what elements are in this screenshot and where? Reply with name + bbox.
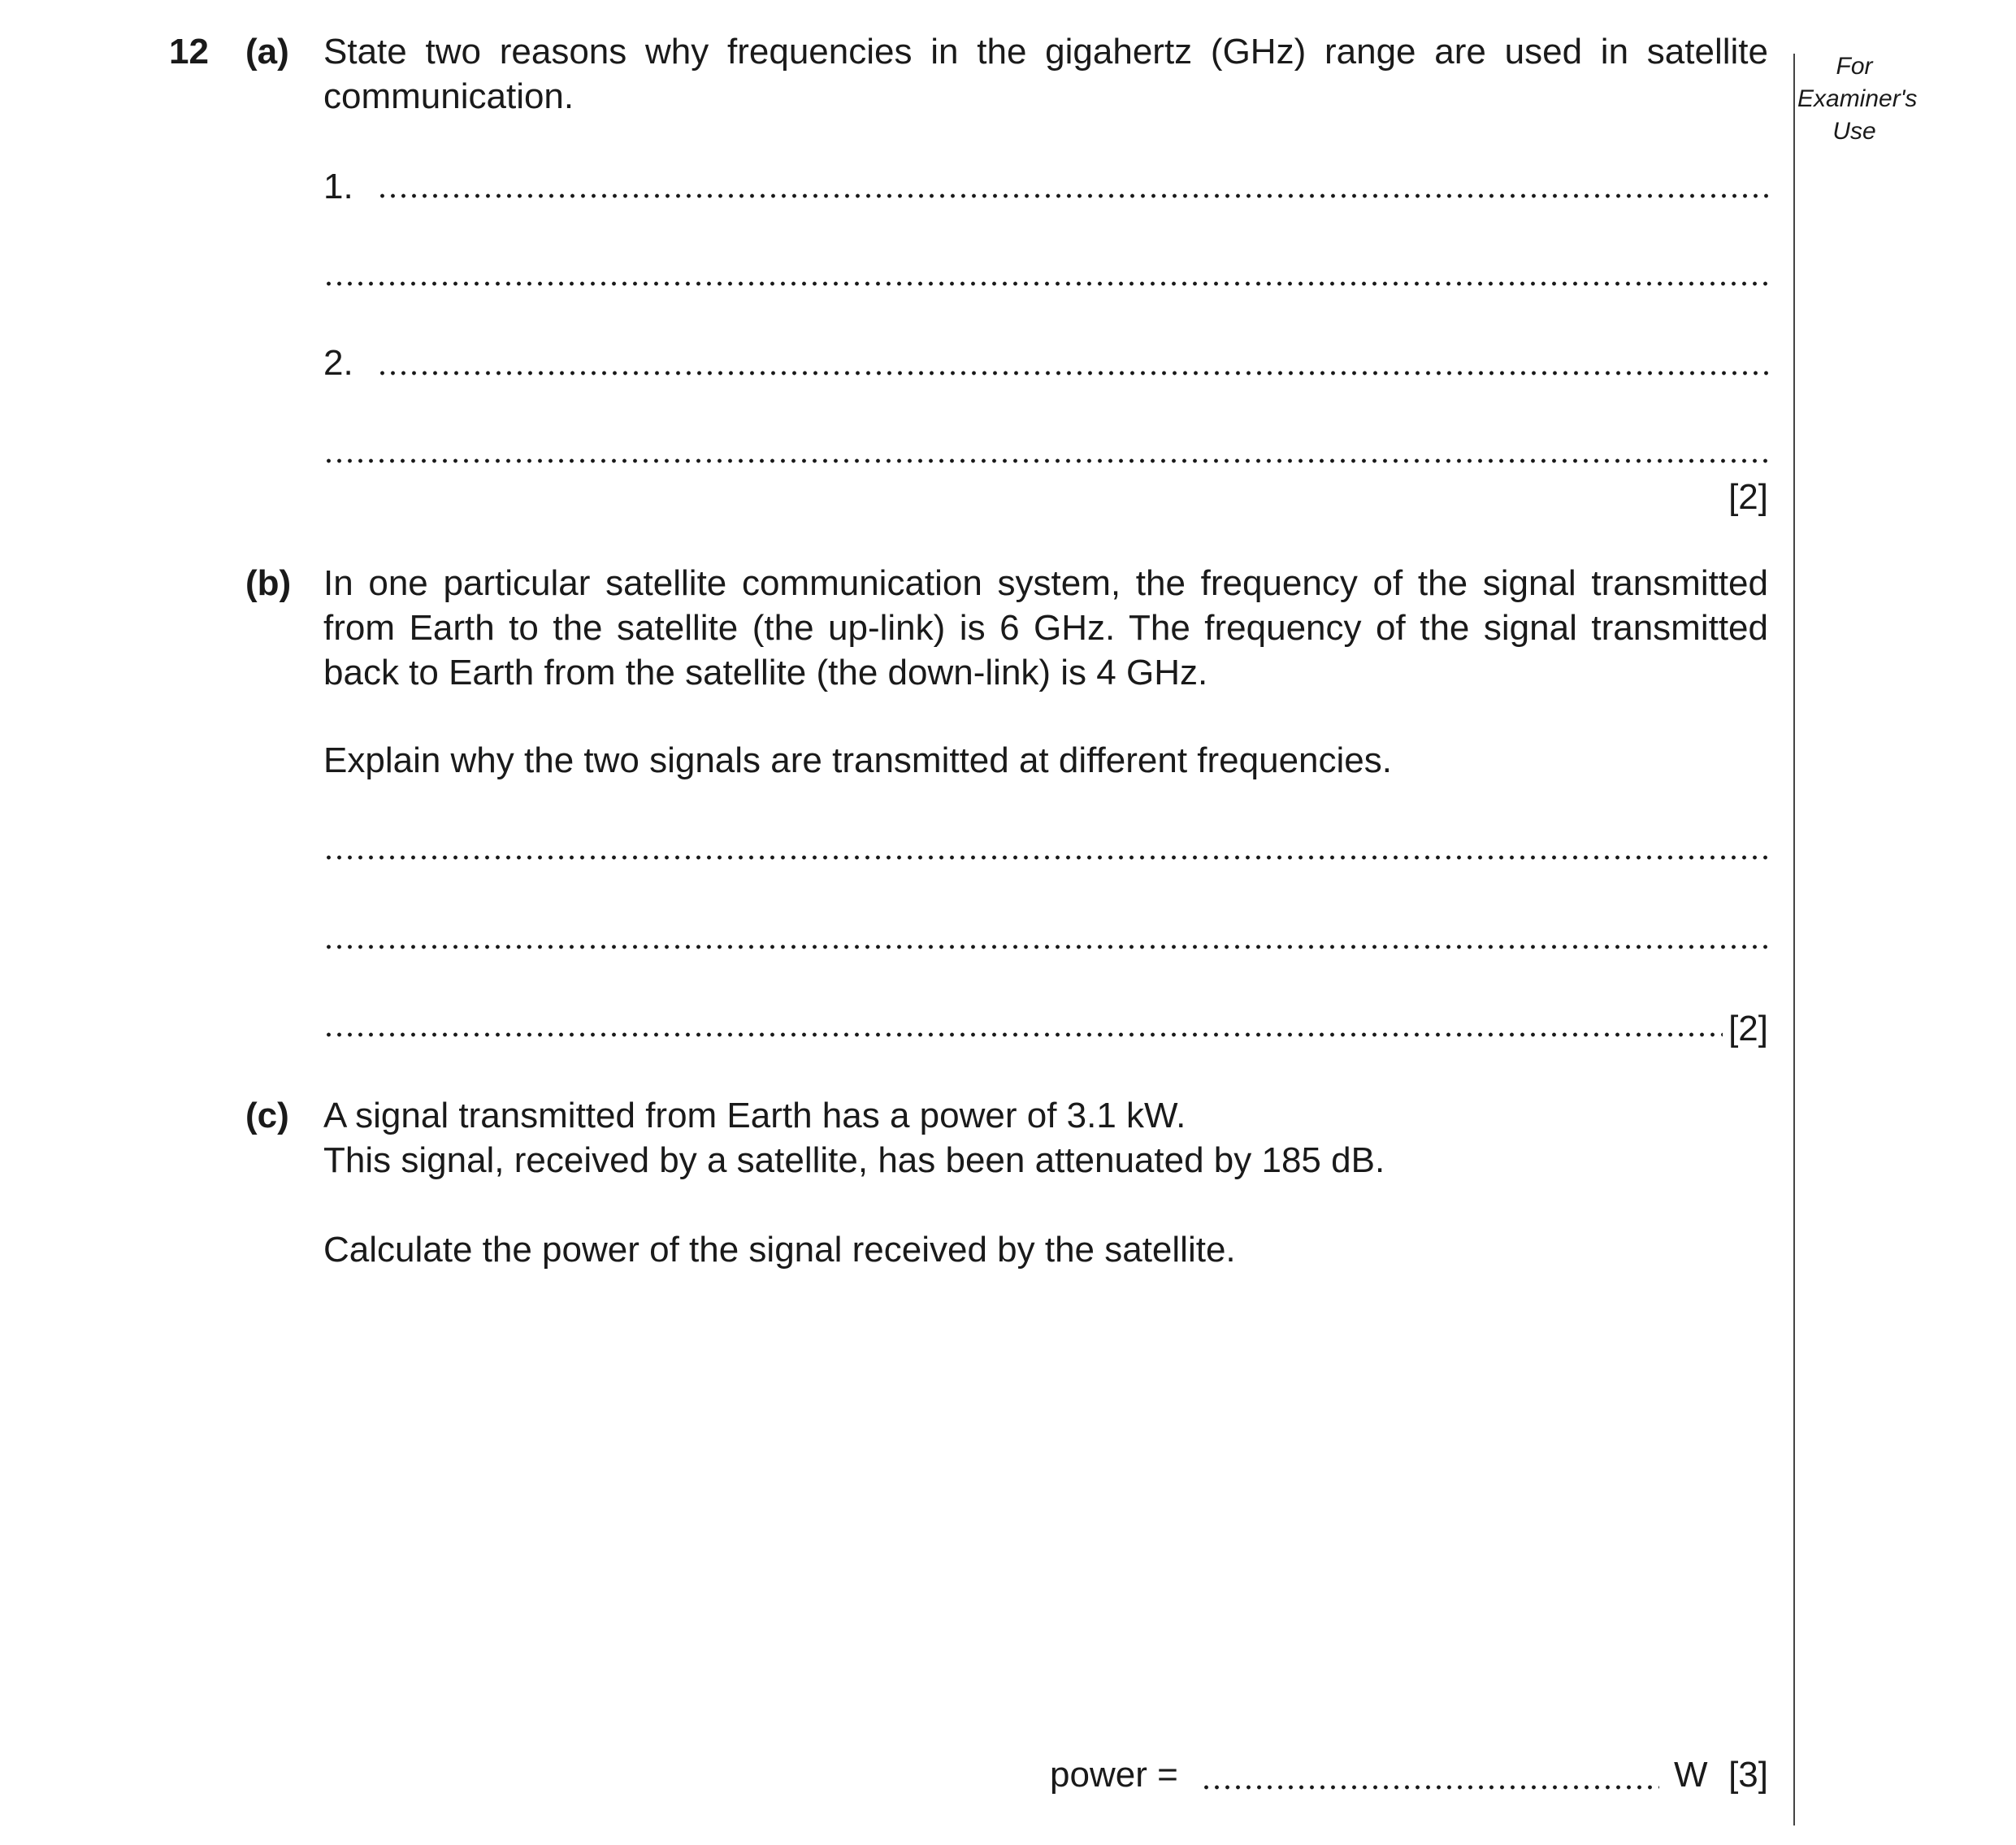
part-b-stem-line-2: from Earth to the satellite (the up-link) is 6 GHz. The frequency of the signal transmitted — [323, 608, 1768, 648]
part-a-stem-line-2: communication. — [323, 76, 574, 116]
power-answer-unit: W — [1674, 1755, 1708, 1795]
part-a-answer-line-1[interactable] — [377, 192, 1768, 200]
part-c-label: (c) — [245, 1096, 289, 1135]
part-c-stem-line-2: This signal, received by a satellite, has been attenuated by 185 dB. — [323, 1140, 1385, 1180]
part-a-label: (a) — [245, 32, 289, 72]
part-a-answer-line-4[interactable] — [323, 457, 1768, 465]
part-c-instruction: Calculate the power of the signal received by the satellite. — [323, 1230, 1236, 1270]
part-b-marks: [2] — [1728, 1009, 1768, 1048]
part-c-stem-line-1: A signal transmitted from Earth has a power of 3.1 kW. — [323, 1096, 1186, 1135]
part-b-instruction: Explain why the two signals are transmitted at different frequencies. — [323, 740, 1392, 780]
examiner-line-1: For — [1836, 53, 1873, 80]
part-b-stem-line-1: In one particular satellite communication system, the frequency of the signal transmitted — [323, 563, 1768, 603]
examiner-line-3: Use — [1832, 118, 1876, 145]
part-b-label: (b) — [245, 563, 292, 603]
part-a-marks: [2] — [1728, 477, 1768, 517]
part-a-item-2-label: 2. — [323, 343, 353, 383]
examiner-line-2: Examiner's — [1797, 85, 1918, 112]
examiner-margin-line — [1793, 54, 1795, 1825]
part-b-stem-line-3: back to Earth from the satellite (the down-link) is 4 GHz. — [323, 653, 1208, 692]
part-b-answer-line-1[interactable] — [323, 853, 1768, 862]
part-b-answer-line-3[interactable] — [323, 1031, 1723, 1039]
part-a-answer-line-3[interactable] — [377, 369, 1768, 377]
part-c-marks: [3] — [1728, 1755, 1768, 1795]
part-b-answer-line-2[interactable] — [323, 943, 1768, 951]
examiner-use-label — [1797, 50, 1918, 148]
part-a-answer-line-2[interactable] — [323, 280, 1768, 288]
part-a-stem-line-1: State two reasons why frequencies in the gigahertz (GHz) range are used in satellite — [323, 32, 1768, 72]
power-answer-line[interactable] — [1201, 1783, 1659, 1791]
question-number: 12 — [169, 32, 209, 72]
part-a-item-1-label: 1. — [323, 167, 353, 206]
power-answer-label: power = — [1050, 1755, 1178, 1795]
